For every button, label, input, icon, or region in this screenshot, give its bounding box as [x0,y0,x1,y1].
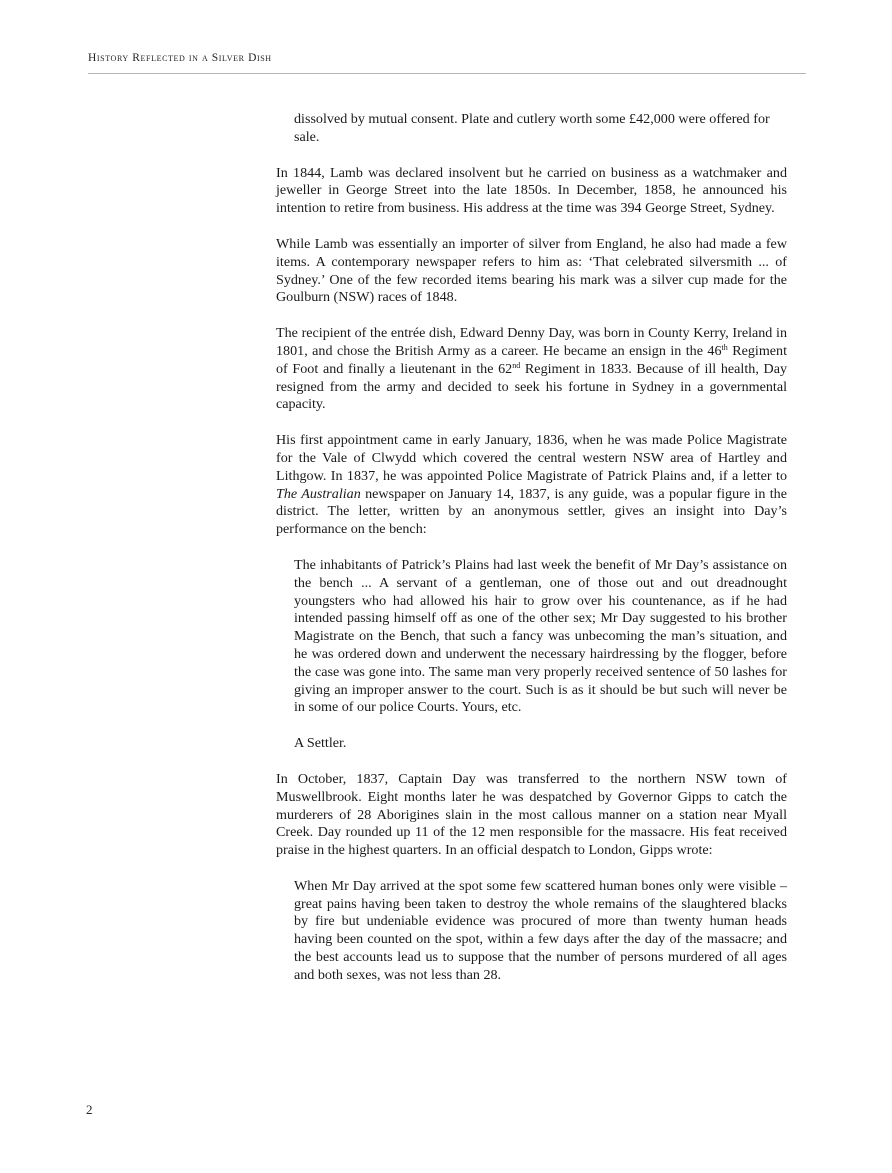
paragraph-edward-denny-day [276,325,787,414]
running-head: History Reflected in a Silver Dish [88,52,272,64]
paragraph-continuation: dissolved by mutual consent. Plate and cutlery worth some £42,000 were offered for sale. [294,111,770,145]
p5-text-b: newspaper on January 14, 1837, is any guide, was a popular figure in the district. The letter, written by an anonymous settler, gives an insight into Day’s performance on the bench: [276,485,787,538]
body-text [276,111,787,1003]
block-quote-settler-letter: The inhabitants of Patrick’s Plains had last week the benefit of Mr Day’s assistance on the bench ... A servant of a gentleman, one of those out and out dreadnought youngsters who had allowed his hair to grow over his countenance, as if he had intended passing himself off as one of the other sex; Mr Day suggested to his brother Magistrate on the Bench, that such a fancy was unbecoming the man’s situation, and he was ordered down and underwent the necessary hairdressing by the flogger, before the case was gone into. The same man very properly received sentence of 50 lashes for giving an improper answer to the court. Such is as it should be but such will never be in some of our police Courts. Yours, etc. [294,556,787,716]
quote-signature: A Settler. [294,735,347,752]
paragraph-first-appointment [276,432,787,539]
page-number: 2 [86,1102,93,1117]
p4-text-a: The recipient of the entrée dish, Edward Denny Day, was born in County Kerry, Ireland in 1801, and chose the British Army as a career. He became an ensign in the 46 [276,325,787,359]
p4-superscript-nd: nd [512,360,521,370]
paragraph-silversmith: While Lamb was essentially an importer of silver from England, he also had made a few items. A contemporary newspaper refers to him as: ‘That celebrated silversmith ... of Sydney.’ One of the few recorded items bearing his mark was a silver cup made for the Goulburn (NSW) races of 1848. [276,235,787,306]
paragraph-insolvency: In 1844, Lamb was declared insolvent but he carried on business as a watchmaker and jeweller in George Street into the late 1850s. In December, 1858, he announced his intention to retire from business. His address at the time was 394 George Street, Sydney. [276,164,787,217]
block-quote-gipps-despatch: When Mr Day arrived at the spot some few scattered human bones only were visible – great pains having been taken to destroy the whole remains of the slaughtered blacks by fire but undeniable evidence was procured of more than twenty human heads having been counted on the spot, within a few days after the day of the massacre; and the best accounts lead us to suppose that the number of persons murdered of all ages and both sexes, was not less than 28. [294,877,787,983]
newspaper-title: The Australian [276,485,361,502]
paragraph-muswellbrook: In October, 1837, Captain Day was transferred to the northern NSW town of Muswellbrook. Eight months later he was despatched by Governor Gipps to catch the murderers of 28 Aborigines slain in the most callous manner on a station near Myall Creek. Day rounded up 11 of the 12 men responsible for the massacre. His feat received praise in the highest quarters. In an official despatch to London, Gipps wrote: [276,770,787,859]
p5-text-a: His first appointment came in early January, 1836, when he was made Police Magistrate for the Vale of Clwydd which covered the central western NSW area of Hartley and Lithgow. In 1837, he was appointed Police Magistrate of Patrick Plains and, if a letter to [276,432,787,484]
header-rule [88,73,806,74]
p4-superscript-th: th [721,342,728,352]
p4-text-c: Regiment in 1833. Because of ill health, Day resigned from the army and decided to seek his fortune in Sydney in a governmental capacity. [276,360,787,413]
p4-text-b: Regiment of Foot and finally a lieutenant in the 62 [276,342,787,377]
